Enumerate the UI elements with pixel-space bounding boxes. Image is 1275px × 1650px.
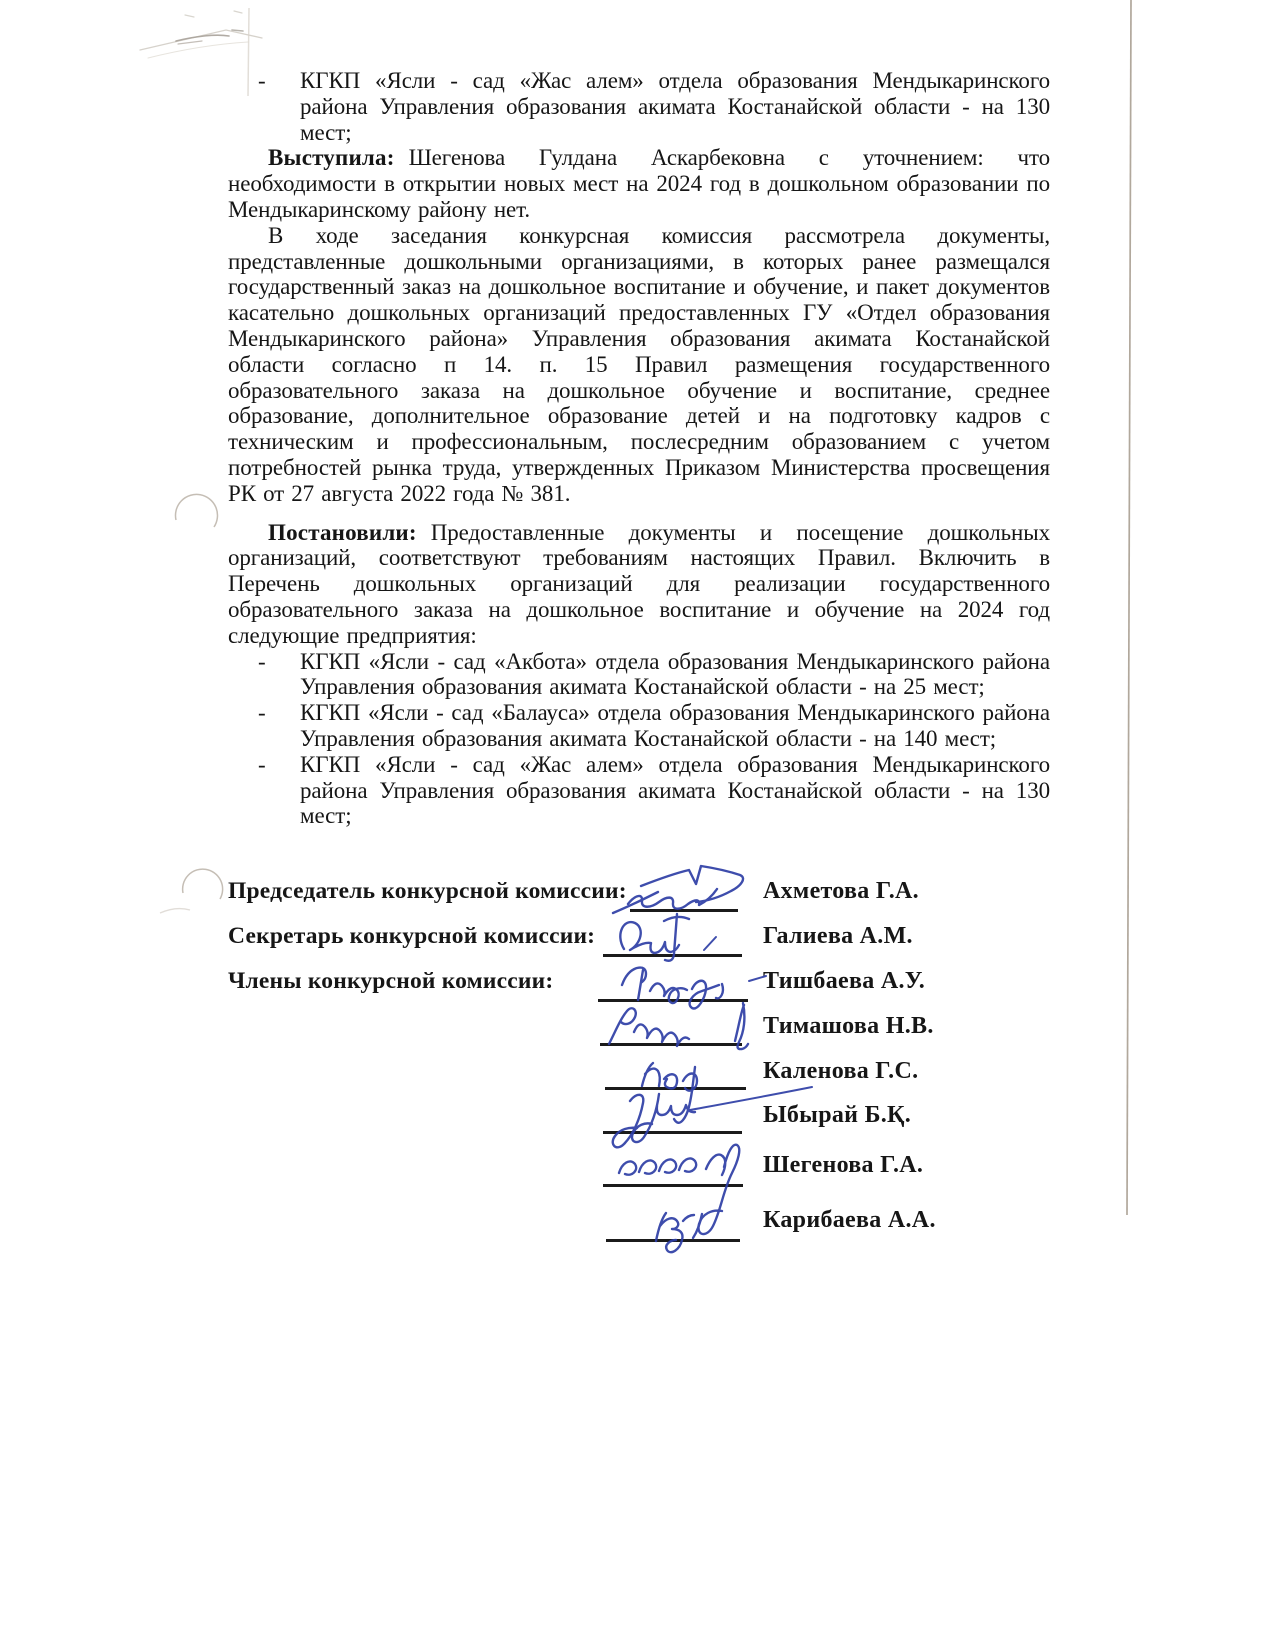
hole-punch-arc-lower <box>183 869 223 899</box>
signature-line <box>605 1087 746 1090</box>
paragraph-text: Предоставленные документы и посещение дошкольных организаций, соответствуют требованиям настоящих Правил. Включить в Перечень дошкольных организаций для реализации государственного образовательного заказа на дошкольное воспитание и обучение на 2024 год следующие предприятия: <box>228 519 1050 648</box>
signature-row <box>228 1058 1050 1102</box>
signature-role-label: Председатель конкурсной комиссии: <box>228 878 627 904</box>
signatory-name: Каленова Г.С. <box>763 1058 919 1084</box>
signature-row <box>228 1013 1050 1057</box>
signatory-name: Ыбырай Б.Қ. <box>763 1102 912 1128</box>
signature-line <box>603 1184 743 1187</box>
list-item-text: КГКП «Ясли - сад «Жас алем» отдела образования Мендыкаринского района Управления образования акимата Костанайской области - на 130 мест; <box>300 751 1050 829</box>
list-item <box>228 752 1050 829</box>
paragraph-resolved <box>228 520 1050 649</box>
bullet-dash: - <box>258 648 266 674</box>
signature-line <box>598 999 748 1002</box>
signatory-name: Тишбаева А.У. <box>763 968 926 994</box>
list-item <box>228 649 1050 701</box>
signature-line <box>603 954 742 957</box>
hole-punch-arc-upper <box>175 494 217 527</box>
pencil-mark-small <box>160 909 190 913</box>
paragraph-lead: Выступила: <box>268 145 395 171</box>
pencil-mark <box>140 11 262 58</box>
signature-row <box>228 1102 1050 1146</box>
list-item <box>228 700 1050 752</box>
signatory-name: Шегенова Г.А. <box>763 1152 924 1178</box>
bullet-dash: - <box>258 751 266 777</box>
signature-role-label: Секретарь конкурсной комиссии: <box>228 923 596 949</box>
bullet-dash: - <box>258 700 266 726</box>
paragraph-spoke <box>228 145 1050 222</box>
list-item-text: КГКП «Ясли - сад «Жас алем» отдела образования Мендыкаринского района Управления образования акимата Костанайской области - на 130 мест; <box>300 68 1050 145</box>
signature-line <box>603 1131 742 1134</box>
signature-row <box>228 1152 1050 1196</box>
signature-row <box>228 1207 1050 1251</box>
signatory-name: Ахметова Г.А. <box>763 878 919 904</box>
signature-line <box>606 1239 740 1242</box>
signatory-name: Галиева А.М. <box>763 923 913 949</box>
signature-block <box>228 878 1050 1298</box>
signature-row <box>228 923 1050 967</box>
list-item-text: КГКП «Ясли - сад «Акбота» отдела образования Мендыкаринского района Управления образования акимата Костанайской области - на 25 мест; <box>300 648 1050 700</box>
paragraph-text: В ходе заседания конкурсная комиссия рассмотрела документы, представленные дошкольными организациями, в которых ранее размещался государственный заказ на дошкольное воспитание и обучение, и пакет документов касательно дошкольных организаций предоставленных ГУ «Отдел образования Мендыкаринского района» Управления образования акимата Костанайской области согласно п 14. п. 15 Правил размещения государственного образовательного заказа на дошкольное обучение и воспитание, среднее образование, дополнительное образование детей и на подготовку кадров с техническим и профессиональным, послесредним образованием с учетом потребностей рынка труда, утвержденных Приказом Министерства просвещения РК от 27 августа 2022 года № 381. <box>228 222 1050 506</box>
paragraph-text: Шегенова Гулдана Аскарбековна с уточнением: что необходимости в открытии новых мест на 2024 год в дошкольном образовании по Мендыкаринскому району нет. <box>228 145 1050 222</box>
signature-line <box>630 909 738 912</box>
signature-row <box>228 878 1050 922</box>
signature-row <box>228 968 1050 1012</box>
signature-role-label: Члены конкурсной комиссии: <box>228 968 554 994</box>
signature-line <box>600 1043 742 1046</box>
paragraph-session <box>228 223 1050 507</box>
signatory-name: Карибаева А.А. <box>763 1207 936 1233</box>
scan-edge-line-right <box>1127 0 1131 1215</box>
bullet-dash: - <box>258 68 266 93</box>
list-item-text: КГКП «Ясли - сад «Балауса» отдела образования Мендыкаринского района Управления образования акимата Костанайской области - на 140 мест; <box>300 700 1050 751</box>
paragraph-lead: Постановили: <box>268 519 417 545</box>
list-item <box>228 68 1050 145</box>
signatory-name: Тимашова Н.В. <box>763 1013 934 1039</box>
document-body <box>228 68 1050 829</box>
